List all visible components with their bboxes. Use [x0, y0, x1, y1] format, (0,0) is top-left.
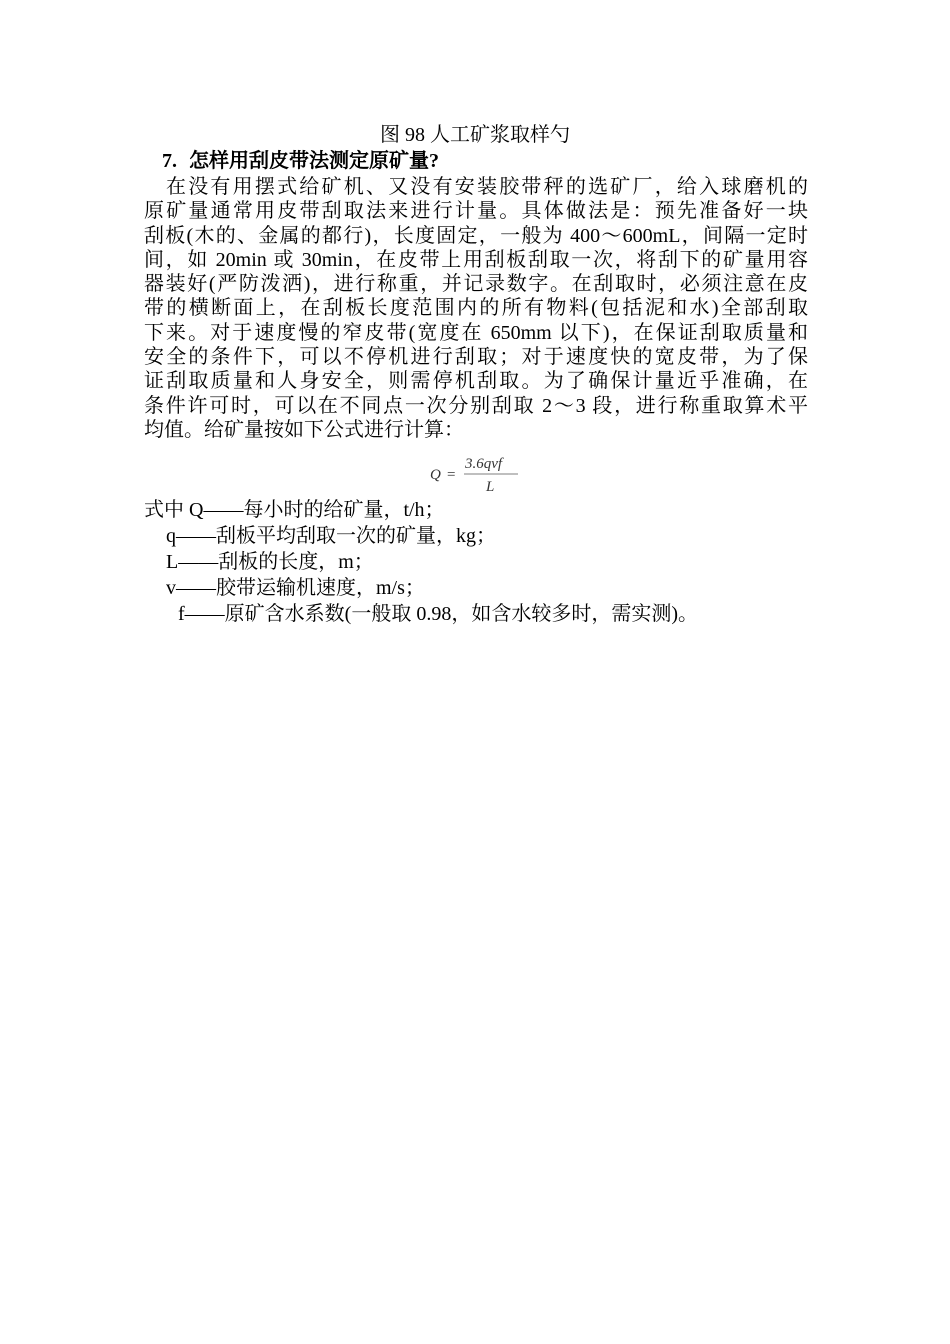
question-number: 7.	[162, 150, 177, 172]
formula-lhs: Q	[430, 467, 441, 483]
feed-rate-formula	[428, 452, 528, 496]
paragraph-line: 安全的条件下，可以不停机进行刮取；对于速度快的宽皮带，为了保	[144, 346, 808, 369]
paragraph-line: 原矿量通常用皮带刮取法来进行计量。具体做法是：预先准备好一块	[144, 200, 808, 223]
definition-q-hourly: 式中 Q——每小时的给矿量，t/h；	[144, 499, 445, 521]
formula-numerator: 3.6qvf	[465, 456, 503, 472]
formula-denominator: L	[486, 479, 495, 495]
paragraph-line: 器装好(严防泼洒)，进行称重，并记录数字。在刮取时，必须注意在皮	[144, 273, 808, 296]
body-paragraph	[144, 175, 808, 442]
paragraph-line: 间，如 20min 或 30min，在皮带上用刮板刮取一次，将刮下的矿量用容	[144, 248, 808, 271]
figure-caption: 图 98 人工矿浆取样勺	[380, 124, 570, 146]
definition-l-length: L——刮板的长度，m；	[166, 551, 374, 573]
paragraph-line: 证刮取质量和人身安全，则需停机刮取。为了确保计量近乎准确，在	[144, 370, 808, 393]
formula-equals: =	[447, 467, 456, 483]
definition-q-scrape: q——刮板平均刮取一次的矿量，kg；	[166, 525, 496, 547]
paragraph-line: 在没有用摆式给矿机、又没有安装胶带秤的选矿厂，给入球磨机的	[166, 176, 808, 198]
paragraph-line: 刮板(木的、金属的都行)，长度固定，一般为 400～600mL，间隔一定时	[144, 224, 808, 247]
paragraph-line: 下来。对于速度慢的窄皮带(宽度在 650mm 以下)，在保证刮取质量和	[144, 321, 808, 344]
paragraph-line: 带的横断面上，在刮板长度范围内的所有物料(包括泥和水)全部刮取	[144, 297, 808, 320]
question-title: 怎样用刮皮带法测定原矿量?	[189, 150, 439, 172]
definition-f-moisture: f——原矿含水系数(一般取 0.98，如含水较多时，需实测)。	[178, 603, 698, 625]
question-heading	[162, 148, 439, 174]
definition-v-speed: v——胶带运输机速度，m/s；	[166, 577, 425, 599]
paragraph-line: 均值。给矿量按如下公式进行计算：	[144, 418, 464, 441]
paragraph-line: 条件许可时，可以在不同点一次分别刮取 2～3 段，进行称重取算术平	[144, 394, 808, 417]
